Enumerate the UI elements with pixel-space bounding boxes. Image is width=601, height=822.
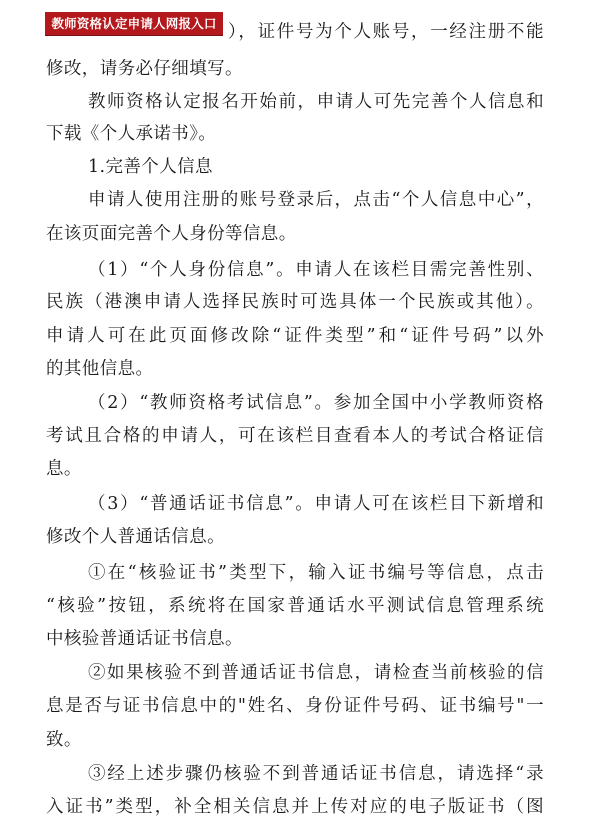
text-line: 中核验普通话证书信息。 [46,629,243,649]
text-line: ①在“核验证书”类型下，输入证书编号等信息，点击 [88,563,544,583]
text-line: 申请人使用注册的账号登录后，点击“个人信息中心”， [88,190,544,210]
text-line: 修改，请务必仔细填写。 [46,59,243,79]
section-heading: 1.完善个人信息 [88,157,213,177]
text-line: （2）“教师资格考试信息”。参加全国中小学教师资格 [88,393,544,413]
text-line: 下载《个人承诺书》。 [46,124,217,144]
text-line: 致。 [46,730,82,750]
text-line: 教师资格认定报名开始前，申请人可先完善个人信息和 [88,92,544,112]
text-line: 的其他信息。 [46,359,154,379]
text-line: ③经上述步骤仍核验不到普通话证书信息，请选择“录 [88,764,544,784]
text-line: （3）“普通话证书信息”。申请人可在该栏目下新增和 [88,494,544,514]
text-line: 息。 [46,459,82,479]
text-line: 考试且合格的申请人，可在该栏目查看本人的考试合格证信 [46,426,544,446]
text-line: （1）“个人身份信息”。申请人在该栏目需完善性别、 [88,260,544,280]
text-line: 入证书”类型，补全相关信息并上传对应的电子版证书（图 [46,797,544,817]
text-line: “核验”按钮，系统将在国家普通话水平测试信息管理系统 [46,596,544,616]
text-line: 申请人可在此页面修改除“证件类型”和“证件号码”以外 [46,326,544,346]
text-line: 民族（港澳申请人选择民族时可选具体一个民族或其他）。 [46,292,544,312]
text-line: 在该页面完善个人身份等信息。 [46,224,297,244]
text-line: 息是否与证书信息中的"姓名、身份证件号码、证书编号"一 [46,696,544,716]
text-line: ），证件号为个人账号，一经注册不能 [228,22,544,42]
text-line: ②如果核验不到普通话证书信息，请检查当前核验的信 [88,663,544,683]
text-line: 修改个人普通话信息。 [46,527,225,547]
applicant-portal-banner[interactable]: 教师资格认定申请人网报入口 [45,12,223,35]
